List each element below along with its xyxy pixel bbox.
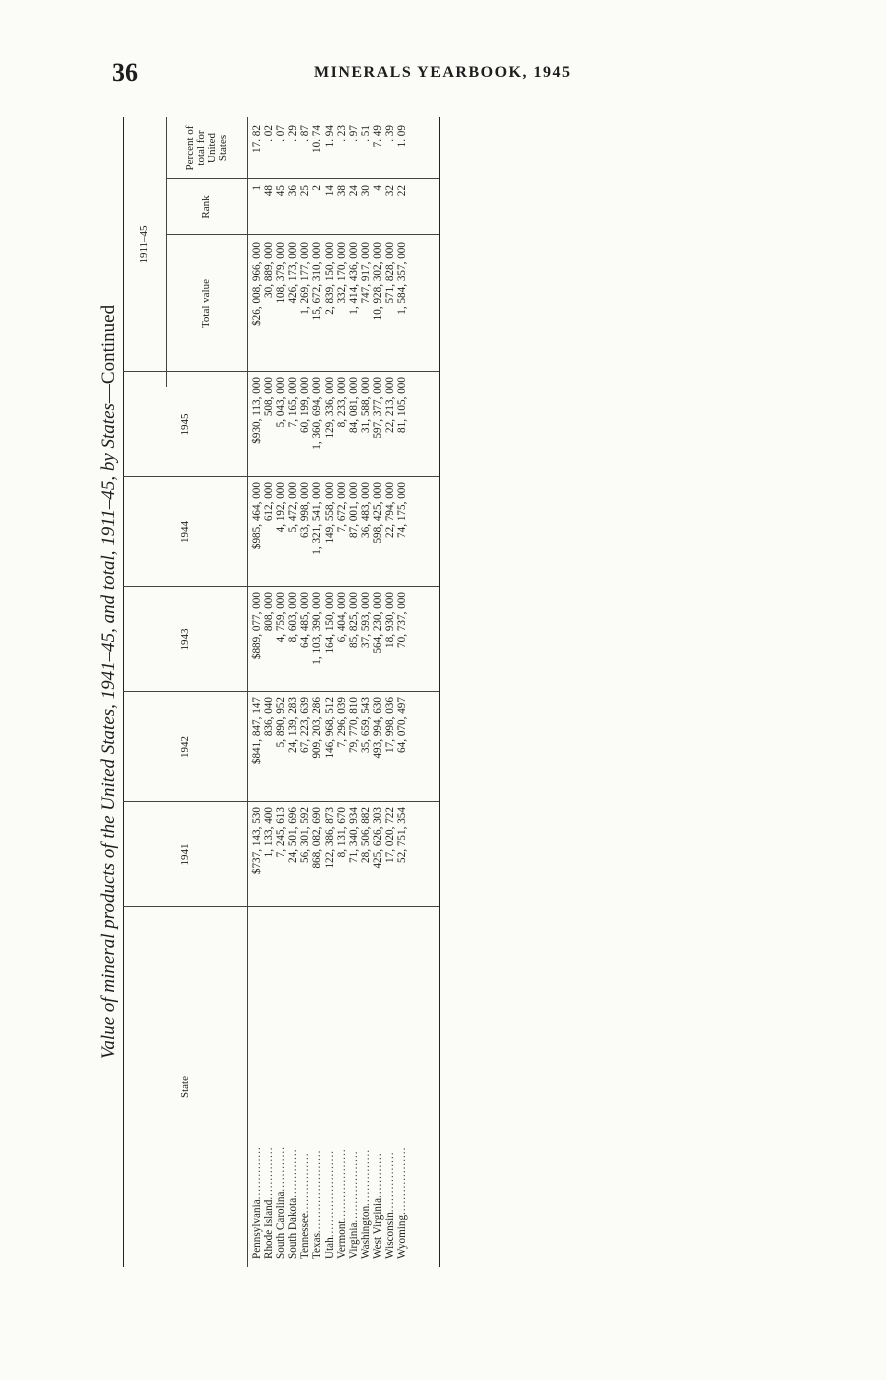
cell-y1945: 22, 213, 000 <box>384 377 397 433</box>
state-column <box>251 909 435 1259</box>
table-row-state <box>348 909 360 1259</box>
cell-y1942: 909, 203, 286 <box>311 697 324 759</box>
dot-leader: .................. <box>396 1146 409 1215</box>
table-row-state <box>311 909 323 1259</box>
cell-y1945: 60, 199, 000 <box>299 377 312 433</box>
cell-percent: . 51 <box>359 125 372 142</box>
table-row-state <box>287 909 299 1259</box>
cell-total: 30, 889, 000 <box>263 242 276 298</box>
cell-y1942: 7, 296, 039 <box>335 697 348 748</box>
header-rank: Rank <box>200 195 212 219</box>
cell-y1942: 64, 070, 497 <box>396 697 409 753</box>
cell-percent: 17. 82 <box>251 125 263 153</box>
cell-rank: 38 <box>335 185 348 197</box>
cell-y1945: 31, 588, 000 <box>359 377 372 433</box>
cell-y1945: 84, 081, 000 <box>347 377 360 433</box>
cell-y1945: 5, 043, 000 <box>275 377 288 428</box>
table-row-state <box>275 909 287 1259</box>
cell-rank: 32 <box>384 185 397 197</box>
cell-y1943: 1, 103, 390, 000 <box>311 592 324 665</box>
cell-y1942: 5, 890, 952 <box>275 697 288 748</box>
cell-y1944: 7, 672, 000 <box>335 482 348 533</box>
cell-percent: 10. 74 <box>311 125 324 153</box>
cell-rank: 22 <box>396 185 409 197</box>
cell-percent: . 97 <box>347 125 360 142</box>
header-bottom-rule <box>247 117 248 1267</box>
state-name: Vermont <box>335 1220 348 1259</box>
header-1945: 1945 <box>178 413 191 436</box>
table-row-state <box>384 909 396 1259</box>
cell-y1944: 4, 192, 000 <box>275 482 288 533</box>
cell-y1942: 493, 994, 630 <box>371 697 384 759</box>
cell-total: 108, 379, 000 <box>275 242 288 304</box>
state-name: Tennessee <box>299 1213 312 1259</box>
state-name: Rhode Island <box>263 1199 276 1259</box>
cell-y1944: 1, 321, 541, 000 <box>311 482 324 555</box>
cell-y1943: 4, 759, 000 <box>275 592 288 643</box>
cell-total: 1, 414, 436, 000 <box>347 242 360 315</box>
cell-percent: 7. 49 <box>371 125 384 148</box>
header-state: State <box>178 1076 191 1098</box>
cell-y1941: 71, 340, 934 <box>347 807 360 863</box>
cell-y1943: 808, 000 <box>263 592 276 632</box>
table-row-state <box>372 909 384 1259</box>
column-rank <box>251 185 435 235</box>
dot-leader: ....................... <box>323 1149 336 1238</box>
cell-y1942: 836, 040 <box>263 697 276 737</box>
cell-y1944: 87, 001, 000 <box>347 482 360 538</box>
cell-total: 2, 839, 150, 000 <box>323 242 336 315</box>
table-row-state <box>336 909 348 1259</box>
column-percent <box>251 125 435 179</box>
cell-y1941: 425, 626, 303 <box>371 807 384 869</box>
cell-y1943: 8, 603, 000 <box>287 592 300 643</box>
cell-total: 571, 828, 000 <box>384 242 397 304</box>
table-bottom-rule <box>439 117 440 1267</box>
cell-y1943: 64, 485, 000 <box>299 592 312 648</box>
cell-total: 1, 584, 357, 000 <box>396 242 409 315</box>
cell-y1941: 56, 301, 592 <box>299 807 312 863</box>
table-row-state <box>299 909 311 1259</box>
cell-total: 1, 269, 177, 000 <box>299 242 312 315</box>
cell-rank: 1 <box>251 185 263 191</box>
header-1942: 1942 <box>178 736 191 758</box>
cell-y1941: 52, 751, 354 <box>396 807 409 863</box>
cell-percent: . 07 <box>275 125 288 142</box>
cell-y1943: 6, 404, 000 <box>335 592 348 643</box>
cell-y1944: 36, 483, 000 <box>359 482 372 538</box>
cell-rank: 14 <box>323 185 336 197</box>
state-name: Texas <box>311 1233 324 1259</box>
dot-leader: ................... <box>347 1150 360 1223</box>
column-1944 <box>251 482 435 587</box>
cell-percent: . 87 <box>299 125 312 142</box>
cell-percent: 1. 09 <box>396 125 409 148</box>
header-1911-45: 1911–45 <box>138 225 150 264</box>
table-row-state <box>263 909 275 1259</box>
cell-total: 747, 917, 000 <box>359 242 372 304</box>
dot-leader: .............. <box>263 1146 276 1200</box>
cell-y1944: 22, 794, 000 <box>384 482 397 538</box>
cell-rank: 36 <box>287 185 300 197</box>
cell-y1941: 7, 245, 613 <box>275 807 288 858</box>
caption-text: Value of mineral products of the United States, 1941–45, and total, 1911–45, by States <box>98 403 119 1060</box>
cell-y1944: 5, 472, 000 <box>287 482 300 533</box>
cell-y1942: 79, 770, 810 <box>347 697 360 753</box>
state-name: Virginia <box>347 1222 360 1259</box>
cell-y1944: 149, 558, 000 <box>323 482 336 544</box>
rotated-table <box>95 97 445 1267</box>
cell-y1943: $889, 077, 000 <box>251 592 263 660</box>
header-percent: Percent of total for United States <box>183 125 229 171</box>
cell-y1945: 597, 377, 000 <box>371 377 384 439</box>
cell-y1943: 85, 825, 000 <box>347 592 360 648</box>
cell-y1941: 24, 501, 696 <box>287 807 300 863</box>
state-name: West Virginia <box>371 1197 384 1259</box>
cell-y1943: 18, 930, 000 <box>384 592 397 648</box>
dot-leader: ............ <box>371 1152 384 1198</box>
cell-y1942: 67, 223, 639 <box>299 697 312 753</box>
header-total-value: Total value <box>200 278 212 329</box>
dot-leader: ............ <box>275 1146 288 1192</box>
cell-total: 332, 170, 000 <box>335 242 348 304</box>
column-1945 <box>251 377 435 477</box>
state-name: Pennsylvania <box>251 1199 263 1259</box>
cell-percent: . 39 <box>384 125 397 142</box>
cell-y1942: 146, 968, 512 <box>323 697 336 759</box>
cell-y1941: 28, 506, 882 <box>359 807 372 863</box>
cell-y1945: 508, 000 <box>263 377 276 417</box>
cell-rank: 30 <box>359 185 372 197</box>
dot-leader: ............. <box>287 1148 300 1198</box>
cell-y1945: 129, 336, 000 <box>323 377 336 439</box>
cell-y1942: 17, 998, 036 <box>384 697 397 753</box>
header-1944: 1944 <box>178 521 191 543</box>
table-caption <box>95 97 123 1267</box>
cell-rank: 2 <box>311 185 324 191</box>
cell-rank: 24 <box>347 185 360 197</box>
state-name: South Carolina <box>275 1191 288 1259</box>
cell-y1943: 37, 593, 000 <box>359 592 372 648</box>
cell-y1944: 63, 998, 000 <box>299 482 312 538</box>
state-name: Utah <box>323 1237 336 1259</box>
cell-y1945: 1, 360, 694, 000 <box>311 377 324 450</box>
column-1943 <box>251 592 435 692</box>
cell-rank: 48 <box>263 185 276 197</box>
dot-leader: ...................... <box>311 1149 324 1234</box>
header-1943: 1943 <box>178 628 191 651</box>
cell-percent: . 02 <box>263 125 276 142</box>
state-name: Washington <box>359 1205 372 1259</box>
cell-total: $26, 008, 966, 000 <box>251 242 263 326</box>
state-name: Wisconsin <box>384 1212 397 1259</box>
cell-y1944: $985, 464, 000 <box>251 482 263 550</box>
column-1942 <box>251 697 435 802</box>
page-number: 36 <box>112 58 138 87</box>
cell-y1943: 70, 737, 000 <box>396 592 409 648</box>
state-name: South Dakota <box>287 1197 300 1259</box>
cell-y1941: 868, 082, 690 <box>311 807 324 869</box>
cell-total: 426, 173, 000 <box>287 242 300 304</box>
cell-rank: 25 <box>299 185 312 197</box>
cell-y1945: 7, 165, 000 <box>287 377 300 428</box>
cell-y1941: 1, 133, 400 <box>263 807 276 858</box>
dot-leader: ................ <box>299 1152 312 1214</box>
cell-y1942: $841, 847, 147 <box>251 697 263 765</box>
dot-leader: ................ <box>384 1151 397 1213</box>
running-title: MINERALS YEARBOOK, 1945 <box>314 64 572 81</box>
table-row-state <box>396 909 408 1259</box>
cell-percent: 1. 94 <box>323 125 336 148</box>
cell-y1945: 8, 233, 000 <box>335 377 348 428</box>
header-1941: 1941 <box>178 843 191 866</box>
cell-total: 15, 672, 310, 000 <box>311 242 324 321</box>
cell-total: 10, 928, 302, 000 <box>371 242 384 321</box>
cell-y1943: 564, 230, 000 <box>371 592 384 654</box>
caption-suffix: —Continued <box>98 304 119 404</box>
table-row-state <box>251 909 263 1259</box>
table-row-state <box>360 909 372 1259</box>
cell-percent: . 23 <box>335 125 348 142</box>
cell-y1945: 81, 105, 000 <box>396 377 409 433</box>
cell-y1942: 24, 139, 283 <box>287 697 300 753</box>
cell-y1941: 122, 386, 873 <box>323 807 336 869</box>
table-row-state <box>324 909 336 1259</box>
cell-y1943: 164, 150, 000 <box>323 592 336 654</box>
cell-rank: 45 <box>275 185 288 197</box>
cell-y1941: 17, 020, 722 <box>384 807 397 863</box>
cell-y1945: $930, 113, 000 <box>251 377 263 444</box>
column-total-value <box>251 242 435 372</box>
cell-y1941: 8, 131, 670 <box>335 807 348 858</box>
cell-rank: 4 <box>371 185 384 191</box>
cell-y1942: 35, 659, 543 <box>359 697 372 753</box>
state-name: Wyoming <box>396 1214 409 1259</box>
cell-y1944: 74, 175, 000 <box>396 482 409 538</box>
dot-leader: ................... <box>335 1148 348 1221</box>
column-1941 <box>251 807 435 907</box>
cell-y1944: 612, 000 <box>263 482 276 522</box>
dot-leader: .............. <box>251 1146 263 1200</box>
cell-y1944: 598, 425, 000 <box>371 482 384 544</box>
cell-percent: . 29 <box>287 125 300 142</box>
dot-leader: ............... <box>359 1148 372 1206</box>
cell-y1941: $737, 143, 530 <box>251 807 263 875</box>
